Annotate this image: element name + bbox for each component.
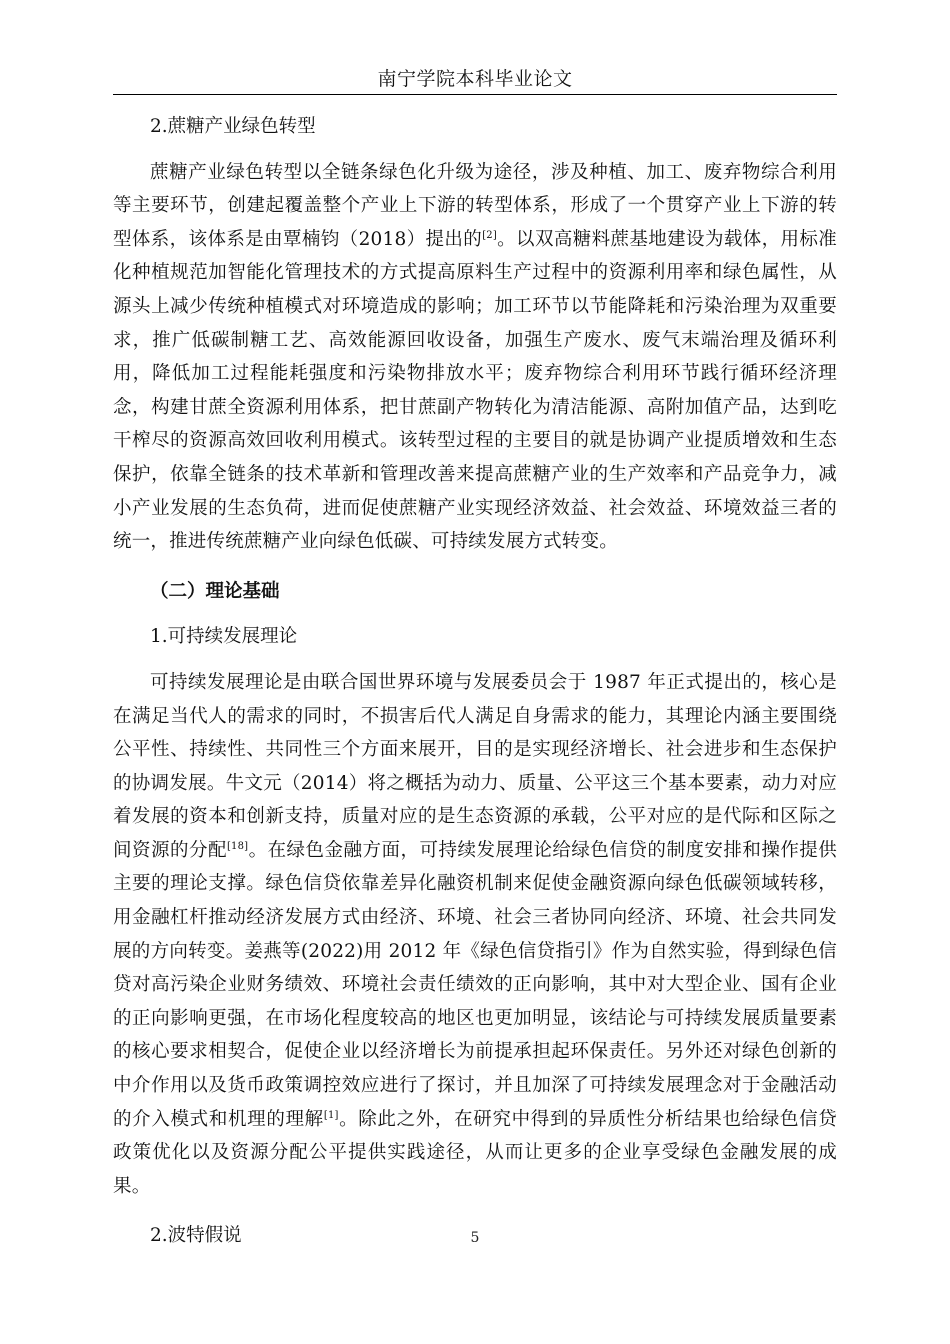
paragraph-text: 。在绿色金融方面，可持续发展理论给绿色信贷的制度安排和操作提供主要的理论支撑。绿色信贷依靠差异化融资机制来促使金融资源向绿色低碳领域转移，用金融杠杆推动经济发展方式由经济、环境、社会三者协同向经济、环境、社会共同发展的方向转变。姜燕等(2022)用 2012 年《绿色信贷指引》作为自然实验，得到绿色信贷对高污染企业财务绩效、环境社会责任绩效的正向影响，其中对大型企业、国有企业的正向影响更强，在市场化程度较高的地区也更加明显，该结论与可持续发展质量要素的核心要求相契合，促使企业以经济增长为前提承担起环保责任。另外还对绿色创新的中介作用以及货币政策调控效应进行了探讨，并且加深了可持续发展理念对于金融活动的介入模式和机理的理解 [113,839,838,1130]
paragraph-text: 。以双高糖料蔗基地建设为载体，用标准化种植规范加智能化管理技术的方式提高原料生产过程中的资源利用率和绿色属性，从源头上减少传统种植模式对环境造成的影响；加工环节以节能降耗和污染治理为双重要求，推广低碳制糖工艺、高效能源回收设备，加强生产废水、废气末端治理及循环利用，降低加工过程能耗强度和污染物排放水平；废弃物综合利用环节践行循环经济理念，构建甘蔗全资源利用体系，把甘蔗副产物转化为清洁能源、高附加值产品，达到吃干榨尽的资源高效回收利用模式。该转型过程的主要目的就是协调产业提质增效和生态保护，依靠全链条的技术革新和管理改善来提高蔗糖产业的生产效率和产品竞争力，减小产业发展的生态负荷，进而促使蔗糖产业实现经济效益、社会效益、环境效益三者的统一，推进传统蔗糖产业向绿色低碳、可持续发展方式转变。 [113,228,837,553]
citation-ref: [1] [323,1109,339,1121]
section-heading-sugar-transformation: 2.蔗糖产业绿色转型 [150,116,316,137]
paragraph-sugar-transformation [113,156,837,559]
section-heading-theory: （二）理论基础 [150,580,280,602]
page-body [113,110,837,1253]
running-header: 南宁学院本科毕业论文 [113,64,837,95]
paragraph-text: 可持续发展理论是由联合国世界环境与发展委员会于 1987 年正式提出的，核心是在满足当代人的需求的同时，不损害后代人满足自身需求的能力，其理论内涵主要围绕公平性、持续性、共同性三个方面来展开，目的是实现经济增长、社会进步和生态保护的协调发展。牛文元（2014）将之概括为动力、质量、公平这三个基本要素，动力对应着发展的资本和创新支持，质量对应的是生态资源的承载，公平对应的是代际和区际之间资源的分配 [113,671,837,861]
citation-ref: [2] [482,229,497,241]
subsection-heading-porter: 2.波特假说 [150,1225,242,1247]
citation-ref: [18] [226,840,249,852]
paragraph-text: 。除此之外，在研究中得到的异质性分析结果也给绿色信贷政策优化以及资源分配公平提供实践途径，从而让更多的企业享受绿色金融发展的成果。 [113,1108,838,1197]
page-number: 5 [470,1230,480,1246]
subsection-heading-sustainable: 1.可持续发展理论 [150,626,298,648]
paragraph-sustainable-theory [113,666,837,1204]
paragraph-text: 蔗糖产业绿色转型以全链条绿色化升级为途径，涉及种植、加工、废弃物综合利用等主要环节，创建起覆盖整个产业上下游的转型体系，形成了一个贯穿产业上下游的转型体系，该体系是由覃楠钧（2018）提出的 [113,161,837,250]
